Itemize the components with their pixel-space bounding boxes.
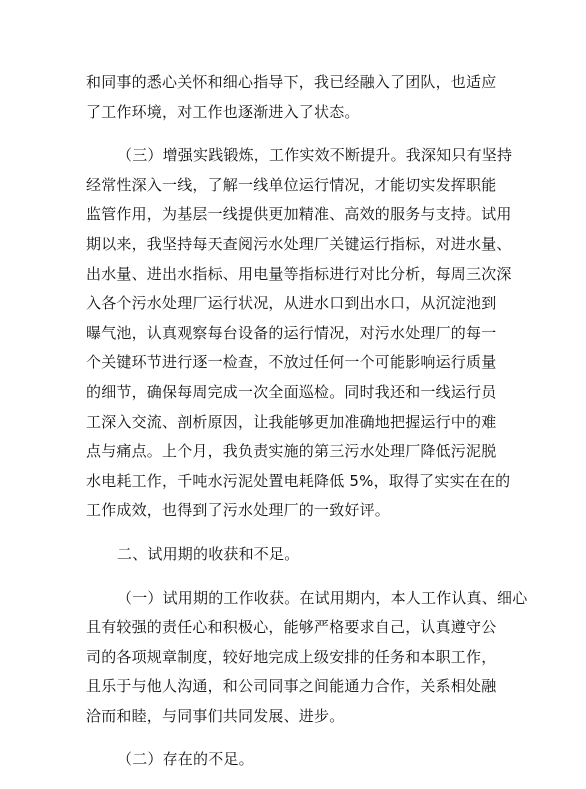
heading-text: 二、试用期的收获和不足。 bbox=[117, 544, 300, 563]
text-line: 曝气池，认真观察每台设备的运行情况，对污水处理厂的每一 bbox=[86, 323, 497, 342]
text-line: 了工作环境，对工作也逐渐进入了状态。 bbox=[86, 102, 360, 121]
text-line: 洽而和睦，与同事们共同发展、进步。 bbox=[86, 706, 345, 725]
text-line: 水电耗工作，千吨水污泥处置电耗降低 5%，取得了实实在在的 bbox=[86, 471, 511, 490]
text-line: 监管作用，为基层一线提供更加精准、高效的服务与支持。试用 bbox=[86, 205, 512, 224]
text-line: 和同事的悉心关怀和细心指导下，我已经融入了团队，也适应 bbox=[86, 73, 497, 91]
text-line: 期以来，我坚持每天查阅污水处理厂关键运行指标，对进水量、 bbox=[86, 234, 512, 253]
text-line: （一）试用期的工作收获。在试用期内，本人工作认真、细心 bbox=[117, 588, 528, 607]
document-body bbox=[86, 68, 528, 789]
paragraph-intro-continuation bbox=[86, 68, 506, 127]
text-line: 且乐于与他人沟通，和公司同事之间能通力合作，关系相处融 bbox=[86, 677, 497, 696]
text-line: （二）存在的不足。 bbox=[117, 750, 254, 769]
text-line: 点与痛点。上个月，我负责实施的第三污水处理厂降低污泥脱 bbox=[86, 442, 497, 461]
text-line: 个关键环节进行逐一检查，不放过任何一个可能影响运行质量 bbox=[86, 353, 497, 372]
paragraph-section-2-2 bbox=[86, 745, 506, 775]
text-line: 的细节，确保每周完成一次全面巡检。同时我还和一线运行员 bbox=[86, 382, 497, 401]
text-line: （三）增强实践锻炼，工作实效不断提升。我深知只有坚持 bbox=[117, 146, 513, 165]
section-heading-2 bbox=[86, 540, 506, 570]
text-line: 工作成效，也得到了污水处理厂的一致好评。 bbox=[86, 501, 391, 520]
text-line: 且有较强的责任心和积极心，能够严格要求自己，认真遵守公 bbox=[86, 618, 497, 637]
text-line: 入各个污水处理厂运行状况，从进水口到出水口，从沉淀池到 bbox=[86, 294, 497, 313]
text-line: 司的各项规章制度，较好地完成上级安排的任务和本职工作， bbox=[86, 647, 497, 666]
text-line: 工深入交流、剖析原因，让我能够更加准确地把握运行中的难 bbox=[86, 412, 497, 431]
paragraph-section-2-1 bbox=[86, 584, 528, 732]
text-line: 出水量、进出水指标、用电量等指标进行对比分析，每周三次深 bbox=[86, 264, 512, 283]
text-line: 经常性深入一线，了解一线单位运行情况，才能切实发挥职能 bbox=[86, 175, 497, 194]
paragraph-section-3 bbox=[86, 141, 513, 526]
